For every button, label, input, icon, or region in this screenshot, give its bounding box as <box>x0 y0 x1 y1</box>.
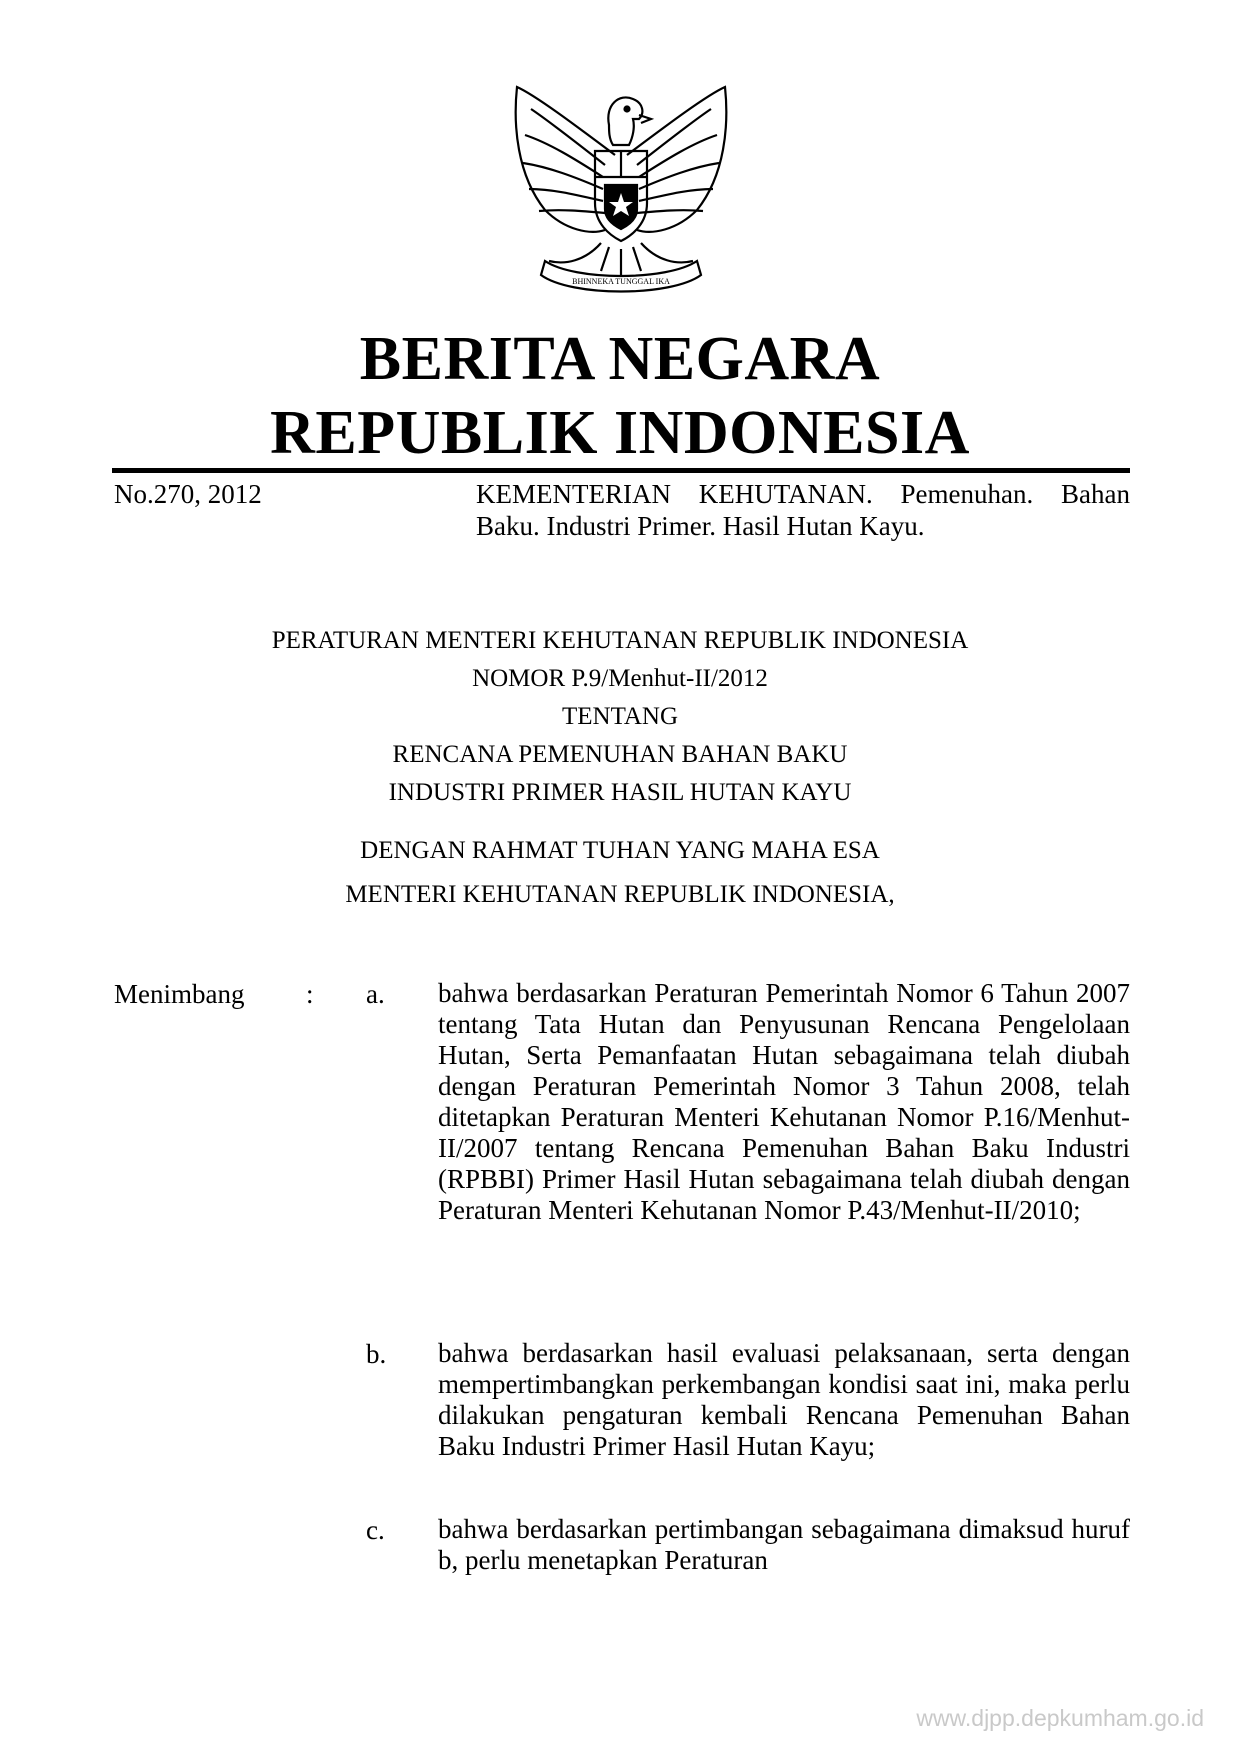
watermark-url: www.djpp.depkumham.go.id <box>916 1705 1204 1731</box>
header-divider <box>112 468 1130 473</box>
consideration-text: bahwa berdasarkan hasil evaluasi pelaksanaan, serta dengan mempertimbangkan perkembangan kondisi saat ini, maka perlu dilakukan pengaturan kembali Rencana Pemenuhan Bahan Baku Industri Primer Hasil Hutan Kayu; <box>438 1338 1130 1461</box>
consideration-marker: a. <box>366 979 385 1009</box>
emblem-motto: BHINNEKA TUNGGAL IKA <box>572 277 670 286</box>
issue-number: No.270, 2012 <box>114 479 262 509</box>
regulation-title: PERATURAN MENTERI KEHUTANAN REPUBLIK INDONESIA <box>271 627 969 654</box>
consideration-marker: b. <box>366 1339 387 1369</box>
masthead-line2: REPUBLIK INDONESIA <box>270 399 970 467</box>
considerations-label: Menimbang <box>114 979 245 1009</box>
considerations-colon: : <box>306 979 314 1009</box>
regulation-subject-line2: INDUSTRI PRIMER HASIL HUTAN KAYU <box>388 779 852 806</box>
consideration-marker: c. <box>366 1515 385 1545</box>
consideration-text: bahwa berdasarkan Peraturan Pemerintah Nomor 6 Tahun 2007 tentang Tata Hutan dan Penyusunan Rencana Pengelolaan Hutan, Serta Pemanfaatan Hutan sebagaimana telah diubah dengan Peraturan Pemerintah Nomor 3 Tahun 2008, telah ditetapkan Peraturan Menteri Kehutanan Nomor P.16/Menhut-II/2007 tentang Rencana Pemenuhan Bahan Baku Industri (RPBBI) Primer Hasil Hutan sebagaimana telah diubah dengan Peraturan Menteri Kehutanan Nomor P.43/Menhut-II/2010; <box>438 978 1130 1225</box>
regulation-number: NOMOR P.9/Menhut-II/2012 <box>472 665 768 692</box>
regulation-about: TENTANG <box>561 703 679 730</box>
consideration-text: bahwa berdasarkan pertimbangan sebagaimana dimaksud huruf b, perlu menetapkan Peraturan <box>438 1514 1130 1575</box>
issue-subject: KEMENTERIAN KEHUTANAN. Pemenuhan. Bahan Baku. Industri Primer. Hasil Hutan Kayu. <box>476 479 1130 541</box>
garuda-emblem <box>505 85 737 303</box>
preamble-line1: DENGAN RAHMAT TUHAN YANG MAHA ESA <box>360 837 880 864</box>
masthead-line1: BERITA NEGARA <box>359 325 881 393</box>
regulation-subject-line1: RENCANA PEMENUHAN BAHAN BAKU <box>392 741 848 768</box>
preamble-line2: MENTERI KEHUTANAN REPUBLIK INDONESIA, <box>345 881 895 908</box>
